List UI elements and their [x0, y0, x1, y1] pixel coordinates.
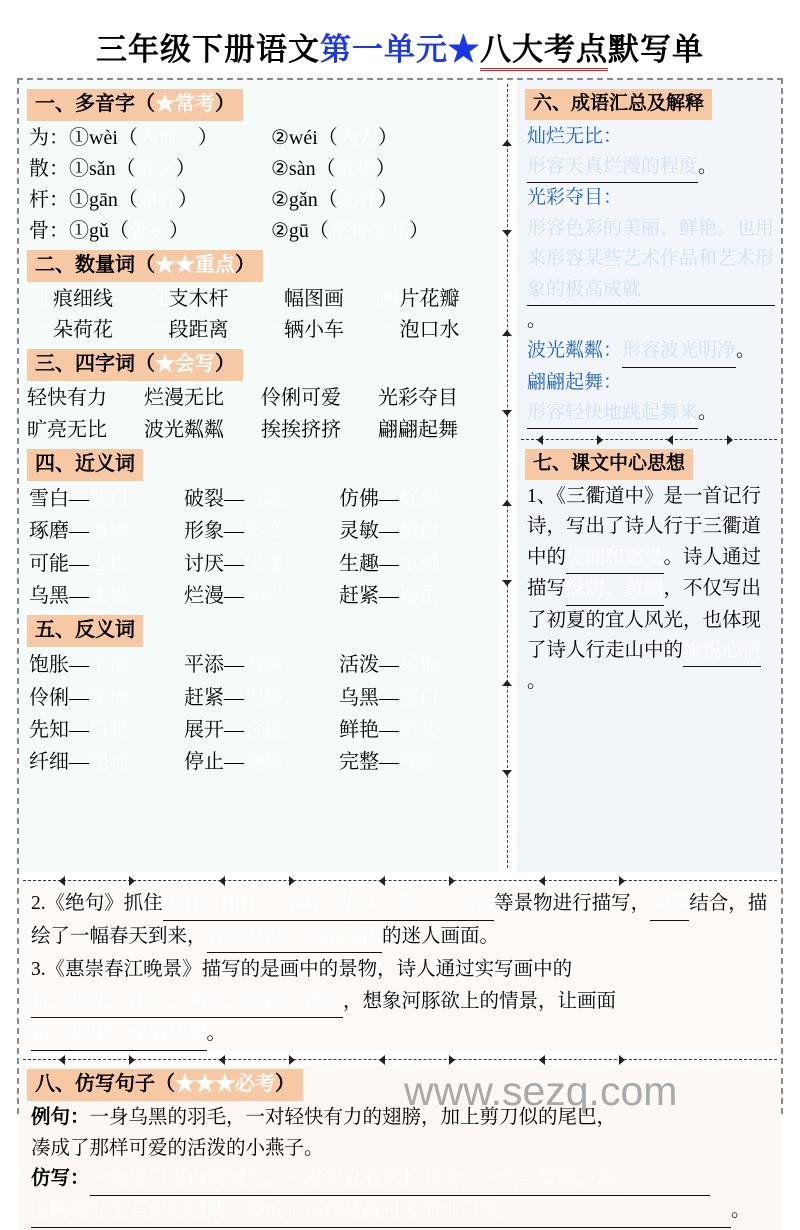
- answer-1: 散文: [135, 158, 176, 180]
- item1-blank-1: 见闻和感受: [566, 543, 664, 574]
- title-part-unit: 第一单元★: [320, 32, 480, 67]
- answer-2: 散步: [335, 158, 376, 180]
- example-label: 例句：: [31, 1106, 90, 1128]
- answer-1: 骨头: [129, 220, 169, 242]
- center-thought-item-1: [517, 482, 781, 698]
- polyphonic-char: 骨：: [29, 220, 69, 242]
- item1-text-2: 。诗人通过描写: [527, 546, 762, 600]
- synonym-word: 可能—: [29, 552, 89, 575]
- imitation-answer-line-1: [19, 1164, 781, 1196]
- synonym-word: 破裂—: [184, 487, 244, 510]
- idiom-entry: [517, 183, 781, 336]
- antonym-word: 饱胀—: [29, 654, 89, 677]
- pinyin-2: ②gǎn（: [271, 189, 338, 211]
- quantifier-word: 支木杆: [168, 288, 229, 310]
- section-2-title: 二、数量词（: [35, 254, 155, 276]
- synonym-answer: 考虑: [89, 520, 129, 543]
- section-1-stars: ★常考: [155, 93, 215, 115]
- idiom-definition: 形容轻快地跳起舞来: [527, 398, 698, 429]
- antonym-row: [19, 649, 499, 681]
- antonym-answer: 雪白: [399, 686, 439, 709]
- synonym-word: 仿佛—: [339, 487, 399, 510]
- answer-2: 笔杆: [337, 189, 378, 211]
- answer-2: 为人: [337, 127, 378, 149]
- close-paren-1: ）: [169, 220, 189, 242]
- synonym-word: 烂漫—: [184, 584, 244, 607]
- antonym-word: 平添—: [184, 654, 244, 677]
- left-column: [19, 80, 499, 872]
- example-text-2: 凑成了那样可爱的活泼的小燕子。: [31, 1137, 324, 1159]
- quantifier-number: 一: [264, 288, 284, 310]
- synonym-answer: 连忙: [399, 584, 439, 607]
- idiom-term: 光彩夺目：: [527, 187, 623, 209]
- antonym-word: 活泼—: [339, 654, 399, 677]
- item1-period: 。: [527, 671, 547, 693]
- section-1-title: 一、多音字（: [35, 93, 155, 115]
- section-8-title: 八、仿写句子（: [35, 1072, 175, 1095]
- quantifier-number: 几: [148, 288, 169, 310]
- answer-blank-2[interactable]: 上两颗红宝石似的眼睛，凑成了那样活泼可爱的小白兔: [31, 1196, 731, 1228]
- synonym-answer: 好像: [399, 487, 439, 510]
- quantifier-number: 几: [33, 288, 53, 310]
- idiom-definition: 形容天真烂漫的程度: [527, 152, 698, 183]
- worksheet-frame: [17, 78, 783, 1222]
- example-sentence-line-2: [19, 1134, 781, 1165]
- idiom-period: 。: [698, 155, 718, 177]
- item1-blank-2: 绿阴、黄鹂: [566, 574, 664, 605]
- antonym-answer: 笨拙: [89, 686, 129, 709]
- polyphonic-row: [19, 216, 499, 247]
- section-3-title: 三、四字词（: [35, 353, 155, 376]
- synonym-row: [19, 548, 499, 580]
- synonym-word: 讨厌—: [184, 552, 244, 575]
- fourchar-word: 伶俐可爱: [261, 387, 341, 410]
- item1-blank-3: 愉悦心情: [683, 636, 761, 667]
- polyphonic-char: 散：: [29, 158, 69, 180]
- close-paren-1: ）: [197, 127, 218, 149]
- antonym-word: 乌黑—: [339, 686, 399, 709]
- fourchar-word: 挨挨挤挤: [261, 418, 341, 441]
- idiom-definition: 形容波光明净: [622, 336, 736, 367]
- item1-text-1: 1、《三衢道中》是一首记行诗，写出了诗人行于三衢道中的: [527, 486, 762, 568]
- close-paren-2: ）: [377, 189, 398, 211]
- polyphonic-char: 杆：: [29, 189, 69, 211]
- quantifier-number: 一: [264, 319, 284, 342]
- pinyin-1: ①wèi（: [69, 127, 138, 149]
- two-column-area: [19, 80, 781, 872]
- answer-period: 。: [731, 1200, 751, 1222]
- section-2-stars: ★★重点: [155, 254, 235, 276]
- pinyin-1: ①gǔ（: [69, 220, 129, 242]
- synonym-row: [19, 515, 499, 547]
- quantifier-word: 痕细线: [53, 288, 113, 310]
- antonym-row: [19, 714, 499, 746]
- item2-text-1: 2.《绝句》抓住: [31, 893, 163, 914]
- idiom-term: 翩翩起舞：: [527, 371, 623, 393]
- section-1-paren: ）: [215, 93, 235, 115]
- quantifier-word: 幅图画: [284, 288, 344, 310]
- synonym-word: 灵敏—: [339, 520, 399, 543]
- horizontal-cut-divider: [517, 433, 781, 446]
- synonym-word: 琢磨—: [29, 520, 89, 543]
- quantifier-row: [19, 315, 499, 346]
- antonym-answer: 呆板: [399, 654, 439, 677]
- center-thought-item-2: [19, 887, 781, 953]
- item2-blank-2: 动静: [650, 888, 689, 921]
- idiom-entry: [517, 368, 781, 430]
- section-7-header: 七、课文中心思想: [525, 449, 693, 480]
- synonym-answer: 生机: [399, 552, 439, 575]
- fourchar-word: 轻快有力: [27, 387, 107, 410]
- synonym-answer: 分裂: [244, 487, 284, 510]
- item2-text-4: 的迷人画面。: [382, 925, 500, 947]
- quantifier-word: 泡口水: [399, 319, 460, 342]
- fourchar-word: 光彩夺目: [378, 387, 458, 410]
- close-paren-2: ）: [408, 220, 429, 242]
- title-part-suffix: 默写单: [608, 32, 704, 67]
- close-paren-1: ）: [175, 158, 196, 180]
- antonym-answer: 粗壮: [89, 751, 129, 774]
- antonym-row: [19, 746, 499, 778]
- idiom-period: 。: [698, 402, 718, 424]
- polyphonic-row: [19, 123, 499, 154]
- center-thought-item-3: [19, 953, 781, 1051]
- close-paren-1: ）: [177, 189, 198, 211]
- antonym-answer: 暗淡: [399, 719, 439, 742]
- antonym-word: 鲜艳—: [339, 719, 399, 742]
- section-3-paren: ）: [215, 353, 235, 376]
- idiom-entry: [517, 336, 781, 367]
- idiom-term: 灿烂无比：: [527, 125, 623, 147]
- quantifier-row: [19, 284, 499, 315]
- synonym-answer: 厌恶: [244, 552, 284, 575]
- section-8-stars: ★★★必考: [175, 1072, 275, 1095]
- item3-blank-1: 竹、桃花、江水、鸭子、蒌蒿、芦芽: [31, 986, 343, 1019]
- polyphonic-row: [19, 154, 499, 185]
- idiom-period: 。: [527, 309, 547, 331]
- fourchar-word: 波光粼粼: [144, 418, 224, 441]
- antonym-row: [19, 682, 499, 714]
- synonym-row: [19, 483, 499, 515]
- right-column: [517, 80, 781, 872]
- idiom-entry: [517, 122, 781, 184]
- section-8-header: [27, 1069, 303, 1101]
- section-2-header: [27, 250, 263, 282]
- horizontal-cut-divider: [19, 1053, 781, 1066]
- item3-text-1: 3.《惠崇春江晚景》描写的是画中的景物，诗人通过实写画中的: [31, 959, 573, 981]
- fourchar-row: [19, 383, 499, 414]
- fourchar-row: [19, 415, 499, 446]
- synonym-word: 雪白—: [29, 487, 89, 510]
- antonym-answer: 迟缓: [244, 686, 284, 709]
- imitation-answer-line-2: [19, 1196, 781, 1228]
- item2-blank-3: 万物复苏、山水秀丽: [207, 921, 383, 954]
- idiom-definition: 形容色彩的美丽、鲜艳。也用来形容某些艺术作品和艺术形象的极高成就: [527, 214, 775, 306]
- antonym-answer: 缩减: [244, 654, 284, 677]
- page-title: [0, 0, 800, 79]
- section-2-paren: ）: [235, 254, 255, 276]
- synonym-word: 生趣—: [339, 552, 399, 575]
- antonym-word: 停止—: [184, 751, 244, 774]
- section-3-header: [27, 349, 243, 381]
- quantifier-number: 一: [148, 319, 169, 342]
- quantifier-word: 辆小车: [284, 319, 344, 342]
- answer-blank-1[interactable]: 一身雪白雪白的绒毛，一对尖立着的长耳朵，一张三瓣嘴，加: [90, 1164, 710, 1196]
- quantifier-word: 片花瓣: [399, 288, 460, 310]
- quantifier-word: 段距离: [168, 319, 229, 342]
- section-8-paren: ）: [275, 1072, 295, 1095]
- antonym-answer: 残缺: [399, 751, 439, 774]
- fourchar-word: 旷亮无比: [27, 418, 107, 441]
- answer-1: 旗杆: [137, 189, 178, 211]
- antonym-word: 赶紧—: [184, 686, 244, 709]
- antonym-word: 纤细—: [29, 751, 89, 774]
- close-paren-2: ）: [375, 158, 396, 180]
- title-part-highlight: 八大考点: [480, 32, 608, 71]
- antonym-word: 完整—: [339, 751, 399, 774]
- pinyin-2: ②gū（: [271, 220, 329, 242]
- fourchar-word: 翩翩起舞: [378, 418, 458, 441]
- antonym-word: 先知—: [29, 719, 89, 742]
- item3-period: 。: [206, 1023, 227, 1045]
- answer-label: 仿写：: [31, 1168, 90, 1190]
- item3-text-2: ，想象河豚欲上的情景，让画面: [343, 990, 617, 1012]
- site-watermark: www.sezq.com: [404, 1068, 678, 1114]
- fourchar-word: 烂漫无比: [144, 387, 224, 410]
- polyphonic-row: [19, 185, 499, 216]
- antonym-answer: 后觉: [89, 719, 129, 742]
- pinyin-1: ①sǎn（: [69, 158, 136, 180]
- synonym-word: 乌黑—: [29, 584, 89, 607]
- antonym-answer: 干瘪: [89, 654, 129, 677]
- synonym-answer: 洁白: [89, 487, 129, 510]
- synonym-row: [19, 580, 499, 612]
- idiom-period: 。: [736, 340, 756, 362]
- pinyin-2: ②sàn（: [271, 158, 336, 180]
- quantifier-word: 朵荷花: [53, 319, 113, 342]
- antonym-word: 展开—: [184, 719, 244, 742]
- section-5-header: 五、反义词: [27, 615, 143, 647]
- item2-text-3: 结合，描绘了一幅春天到来，: [31, 893, 768, 947]
- section-6-header: 六、成语汇总及解释: [525, 89, 712, 120]
- synonym-answer: 灿烂: [244, 584, 284, 607]
- vertical-cut-divider: [499, 80, 517, 872]
- section-3-stars: ★会写: [155, 353, 215, 376]
- item3-blank-2: 富有生机、充满情趣: [31, 1018, 207, 1051]
- pinyin-2: ②wéi（: [271, 127, 338, 149]
- synonym-answer: 形态: [244, 520, 284, 543]
- close-paren-2: ）: [377, 127, 398, 149]
- synonym-answer: 漆黑: [89, 584, 129, 607]
- item2-text-2: 等景物进行描写，: [494, 893, 651, 914]
- synonym-answer: 也许: [89, 552, 129, 575]
- item2-blank-1: 迟日、山江、春风、花草、燕子、鸳鸯: [163, 888, 495, 921]
- quantifier-number: 两: [379, 288, 400, 310]
- antonym-answer: 继续: [244, 751, 284, 774]
- synonym-word: 赶紧—: [339, 584, 399, 607]
- pinyin-1: ①gān（: [69, 189, 138, 211]
- quantifier-number: 一: [33, 319, 53, 342]
- item1-text-3: ，不仅写出了初夏的宜人风光，也体现了诗人行走山中的: [527, 578, 762, 662]
- synonym-answer: 敏捷: [399, 520, 439, 543]
- synonym-word: 形象—: [184, 520, 244, 543]
- quantifier-number: 一: [379, 319, 400, 342]
- idiom-term: 波光粼粼：: [527, 340, 623, 362]
- horizontal-cut-divider: [19, 874, 781, 887]
- antonym-word: 伶俐—: [29, 686, 89, 709]
- example-text-1: 一身乌黑的羽毛，一对轻快有力的翅膀，加上剪刀似的尾巴，: [89, 1106, 617, 1128]
- section-1-header: [27, 89, 243, 121]
- section-4-header: 四、近义词: [27, 449, 143, 481]
- polyphonic-char: 为：: [29, 127, 69, 149]
- answer-1: 为什么: [137, 127, 198, 149]
- antonym-answer: 合拢: [244, 719, 284, 742]
- title-part-grade: 三年级下册语文: [96, 32, 320, 67]
- answer-2: 花骨朵儿: [328, 220, 409, 242]
